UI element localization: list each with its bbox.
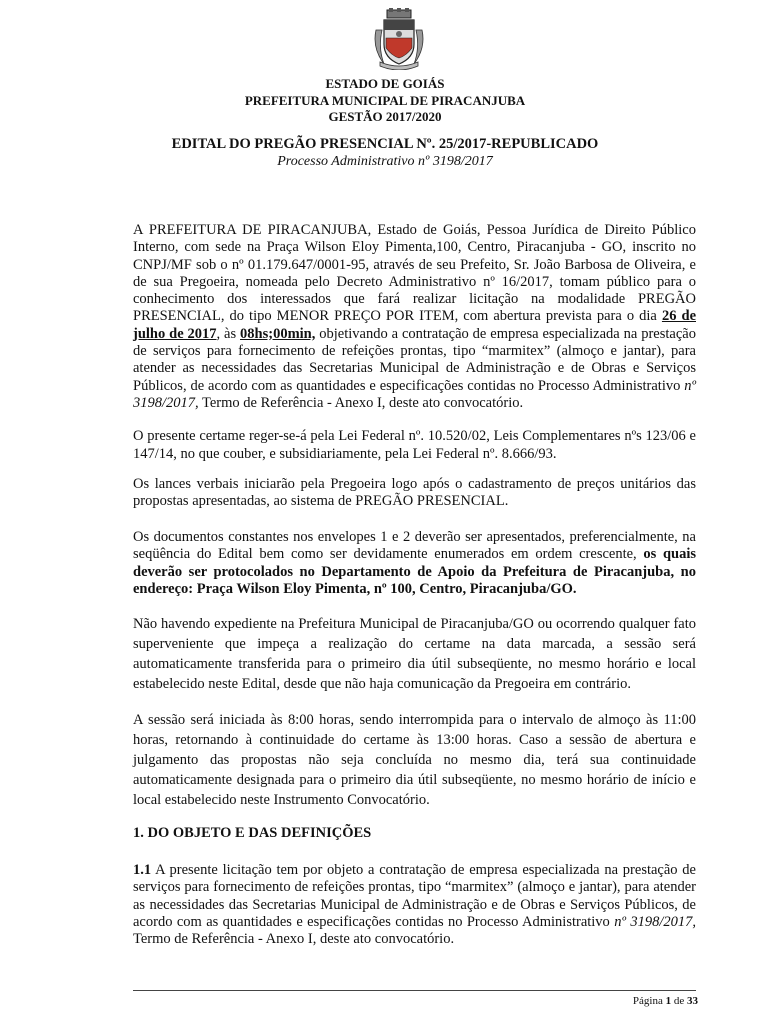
- page-number: Página 1 de 33: [632, 995, 698, 1007]
- header-state: ESTADO DE GOIÁS: [325, 76, 445, 91]
- processo-administrativo: Processo Administrativo nº 3198/2017: [277, 154, 493, 169]
- paragraph-expediente: Não havendo expediente na Prefeitura Municipal de Piracanjuba/GO ou ocorrendo qualquer fato superveniente que impeça a realização do certame na data marcada, a sessão será automaticamente transferida para o primeiro dia útil subseqüente, no mesmo horário e local estabelecido neste Edital, desde que não haja comunicação da Pregoeira em contrário.: [133, 616, 696, 692]
- paragraph-sessao: A sessão será iniciada às 8:00 horas, sendo interrompida para o intervalo de almoço às 11:00 horas, retornando à continuidade do certame às 13:00 horas. Caso a sessão de abertura e julgamento das propostas não seja concluída no mesmo dia, terá sua continuidade automaticamente designada para o primeiro dia útil subseqüente, no mesmo horário de início e local estabelecido neste Instrumento Convocatório.: [133, 712, 696, 808]
- section-title-objeto: 1. DO OBJETO E DAS DEFINIÇÕES: [133, 825, 372, 841]
- paragraph-preambulo: A PREFEITURA DE PIRACANJUBA, Estado de Goiás, Pessoa Jurídica de Direito Público Interno, com sede na Praça Wilson Eloy Pimenta,100, Centro, Piracanjuba - GO, inscrito no CNPJ/MF sob o nº 01.179.647/0001-95, através de seu Prefeito, Sr. João Barbosa de Oliveira, e de sua Pregoeira, nomeada pelo Decreto Administrativo nº 16/2017, tomam público para o conhecimento dos interessados que fará realizar licitação na modalidade PREGÃO PRESENCIAL, do tipo MENOR PREÇO POR ITEM, com abertura prevista para o dia 26 de julho de 2017, às 08hs;00min, objetivando a contratação de empresa especializada na prestação de serviços para fornecimento de refeições prontas, tipo “marmitex” (almoço e jantar), para atender as necessidades das Secretarias Municipal de Administração e de Obras e Serviços Públicos, de acordo com as quantidades e especificações contidas no Processo Administrativo nº 3198/2017, Termo de Referência - Anexo I, deste ato convocatório.: [133, 222, 696, 411]
- paragraph-objeto: 1.1 A presente licitação tem por objeto a contratação de empresa especializada na prestação de serviços para fornecimento de refeições prontas, tipo “marmitex” (almoço e jantar), para atender as necessidades das Secretarias Municipal de Administração e de Obras e Serviços Públicos, de acordo com as quantidades e especificações contidas no Processo Administrativo nº 3198/2017, Termo de Referência - Anexo I, deste ato convocatório.: [133, 862, 696, 948]
- coat-of-arms-icon: [370, 8, 428, 70]
- opening-date: 26 de julho de 2017: [133, 308, 696, 342]
- footer-divider: [133, 990, 696, 991]
- paragraph-documentos: Os documentos constantes nos envelopes 1 e 2 deverão ser apresentados, preferencialmente, na seqüência do Edital bem como ser devidamente enumerados em ordem crescente, os quais deverão ser protocolados no Departamento de Apoio da Prefeitura de Piracanjuba, no endereço: Praça Wilson Eloy Pimenta, nº 100, Centro, Piracanjuba/GO.: [133, 529, 697, 597]
- opening-time: 08hs;00min,: [240, 325, 316, 342]
- paragraph-lances: Os lances verbais iniciarão pela Pregoeira logo após o cadastramento de preços unitários das propostas apresentadas, ao sistema de PREGÃO PRESENCIAL.: [133, 476, 696, 510]
- header-gestao: GESTÃO 2017/2020: [328, 109, 442, 124]
- header-prefeitura: PREFEITURA MUNICIPAL DE PIRACANJUBA: [244, 93, 526, 108]
- paragraph-legislacao: O presente certame reger-se-á pela Lei Federal nº. 10.520/02, Leis Complementares nºs 123/06 e 147/14, no que couber, e subsidiariamente, pela Lei Federal nº. 8.666/93.: [133, 428, 696, 462]
- edital-title: EDITAL DO PREGÃO PRESENCIAL Nº. 25/2017-REPUBLICADO: [171, 136, 599, 152]
